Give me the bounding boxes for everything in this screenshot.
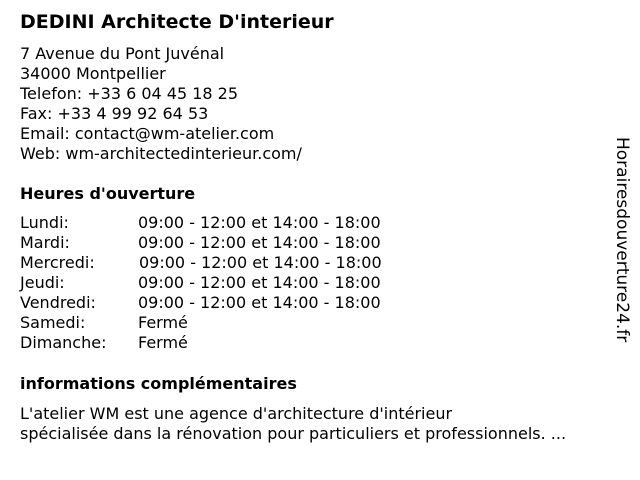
fax-number: Fax: +33 4 99 92 64 53 <box>20 104 209 123</box>
address-street: 7 Avenue du Pont Juvénal <box>20 44 225 63</box>
hours-day: Mardi: <box>20 233 70 252</box>
hours-time: 09:00 - 12:00 et 14:00 - 18:00 <box>138 273 381 292</box>
hours-row-thursday <box>20 273 440 293</box>
hours-row-tuesday <box>20 233 440 253</box>
hours-day: Mercredi: <box>20 253 95 272</box>
additional-info-text <box>20 404 566 444</box>
hours-time: 09:00 - 12:00 et 14:00 - 18:00 <box>138 293 381 312</box>
email-address: Email: contact@wm-atelier.com <box>20 124 275 143</box>
hours-time: Fermé <box>138 333 188 352</box>
hours-row-friday <box>20 293 440 313</box>
hours-time: 09:00 - 12:00 et 14:00 - 18:00 <box>138 233 381 252</box>
contact-block <box>20 44 302 164</box>
page-title: DEDINI Architecte D'interieur <box>20 11 334 33</box>
hours-day: Jeudi: <box>20 273 65 292</box>
hours-day: Vendredi: <box>20 293 96 312</box>
opening-hours-heading: Heures d'ouverture <box>20 184 196 203</box>
hours-row-wednesday <box>20 253 440 273</box>
hours-day: Dimanche: <box>20 333 107 352</box>
hours-row-saturday <box>20 313 440 333</box>
hours-row-monday <box>20 213 440 233</box>
additional-info-heading: informations complémentaires <box>20 374 297 393</box>
hours-day: Samedi: <box>20 313 86 332</box>
website-address: Web: wm-architectedinterieur.com/ <box>20 144 302 163</box>
phone-number: Telefon: +33 6 04 45 18 25 <box>20 84 239 103</box>
hours-time: 09:00 - 12:00 et 14:00 - 18:00 <box>139 253 382 272</box>
address-city: 34000 Montpellier <box>20 64 166 83</box>
opening-hours-table <box>20 213 440 353</box>
hours-time: Fermé <box>138 313 188 332</box>
hours-time: 09:00 - 12:00 et 14:00 - 18:00 <box>138 213 381 232</box>
watermark-text: Horairesdouverture24.fr <box>612 137 632 343</box>
site-watermark <box>612 137 632 367</box>
hours-row-sunday <box>20 333 440 353</box>
info-text-line: L'atelier WM est une agence d'architecture d'intérieur <box>20 404 453 423</box>
hours-day: Lundi: <box>20 213 69 232</box>
info-text-line: spécialisée dans la rénovation pour particuliers et professionnels. ... <box>20 424 567 443</box>
